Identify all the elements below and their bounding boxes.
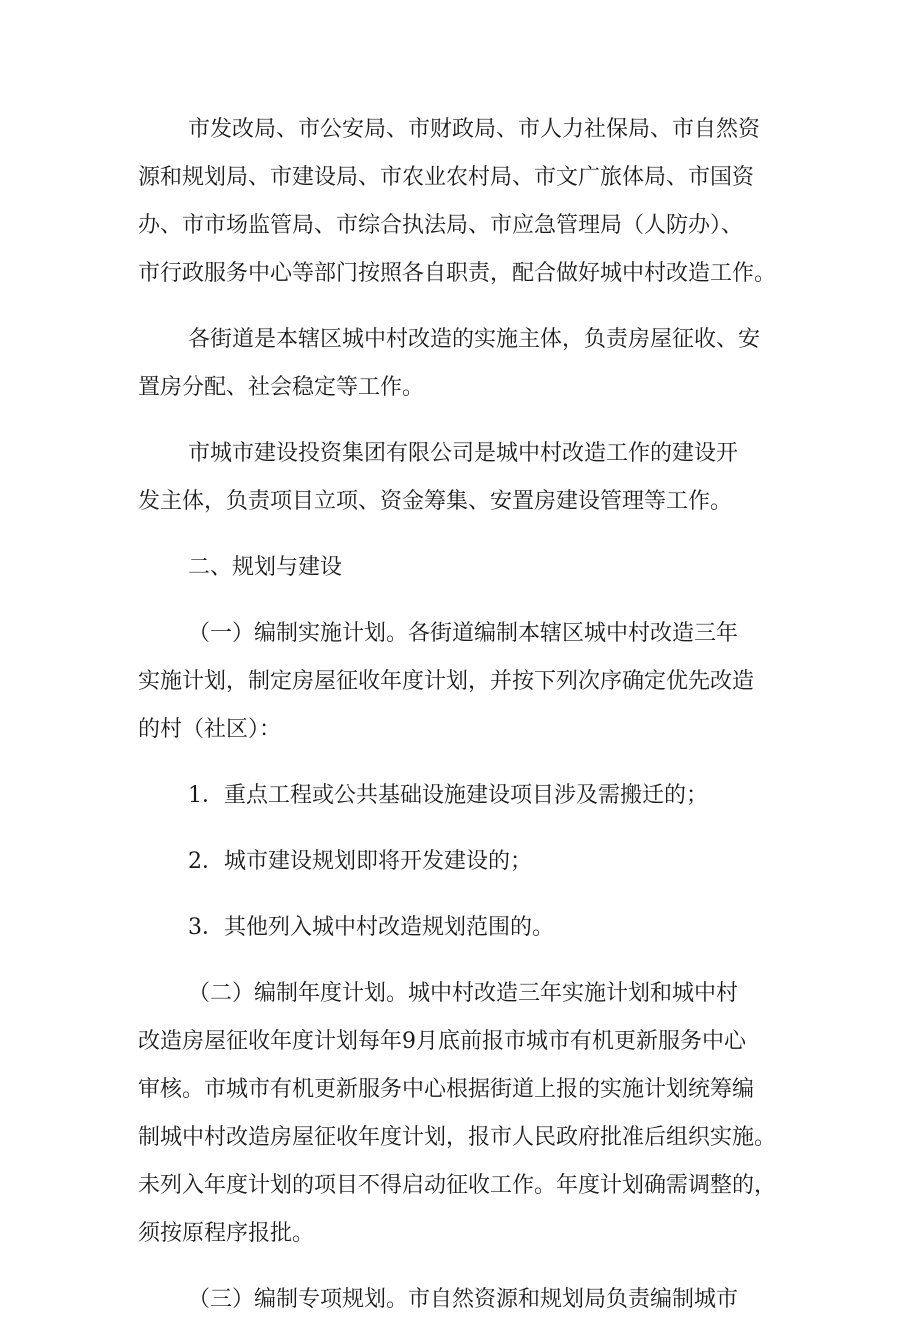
text-line: 须按原程序报批。 — [138, 1221, 315, 1246]
text-line: 市发改局、市公安局、市财政局、市人力社保局、市自然资 — [188, 117, 761, 142]
section-heading-planning — [138, 544, 788, 592]
paragraph-special-plan — [138, 1276, 788, 1324]
text-line: 未列入年度计划的项目不得启动征收工作。年度计划确需调整的， — [138, 1173, 777, 1198]
text-line: 发主体，负责项目立项、资金筹集、安置房建设管理等工作。 — [138, 489, 733, 514]
document-body — [138, 106, 788, 1324]
list-item — [138, 838, 788, 886]
text-line: （二）编制年度计划。城中村改造三年实施计划和城中村 — [188, 981, 739, 1006]
paragraph-group — [138, 430, 788, 526]
paragraph-implementation-plan — [138, 610, 788, 754]
list-item — [138, 772, 788, 820]
text-line: 改造房屋征收年度计划每年9月底前报市城市有机更新服务中心 — [138, 1029, 746, 1054]
text-line: 市城市建设投资集团有限公司是城中村改造工作的建设开 — [188, 441, 739, 466]
paragraph-streets — [138, 316, 788, 412]
text-line: 审核。市城市有机更新服务中心根据街道上报的实施计划统筹编 — [138, 1077, 755, 1102]
paragraph-annual-plan — [138, 970, 788, 1258]
text-line: （三）编制专项规划。市自然资源和规划局负责编制城市 — [188, 1287, 739, 1312]
text-line: 市行政服务中心等部门按照各自职责，配合做好城中村改造工作。 — [138, 261, 777, 286]
text-line: 实施计划，制定房屋征收年度计划，并按下列次序确定优先改造 — [138, 669, 755, 694]
section-heading: 二、规划与建设 — [188, 555, 343, 580]
text-line: 各街道是本辖区城中村改造的实施主体，负责房屋征收、安 — [188, 327, 761, 352]
text-line: 3．其他列入城中村改造规划范围的。 — [188, 915, 554, 940]
paragraph-departments — [138, 106, 788, 298]
text-line: 源和规划局、市建设局、市农业农村局、市文广旅体局、市国资 — [138, 165, 755, 190]
text-line: 置房分配、社会稳定等工作。 — [138, 375, 425, 400]
text-line: 1．重点工程或公共基础设施建设项目涉及需搬迁的； — [188, 783, 708, 808]
text-line: 2．城市建设规划即将开发建设的； — [188, 849, 532, 874]
text-line: （一）编制实施计划。各街道编制本辖区城中村改造三年 — [188, 621, 739, 646]
text-line: 办、市市场监管局、市综合执法局、市应急管理局（人防办）、 — [138, 213, 744, 238]
list-item — [138, 904, 788, 952]
text-line: 的村（社区）： — [138, 717, 282, 742]
text-line: 制城中村改造房屋征收年度计划，报市人民政府批准后组织实施。 — [138, 1125, 777, 1150]
